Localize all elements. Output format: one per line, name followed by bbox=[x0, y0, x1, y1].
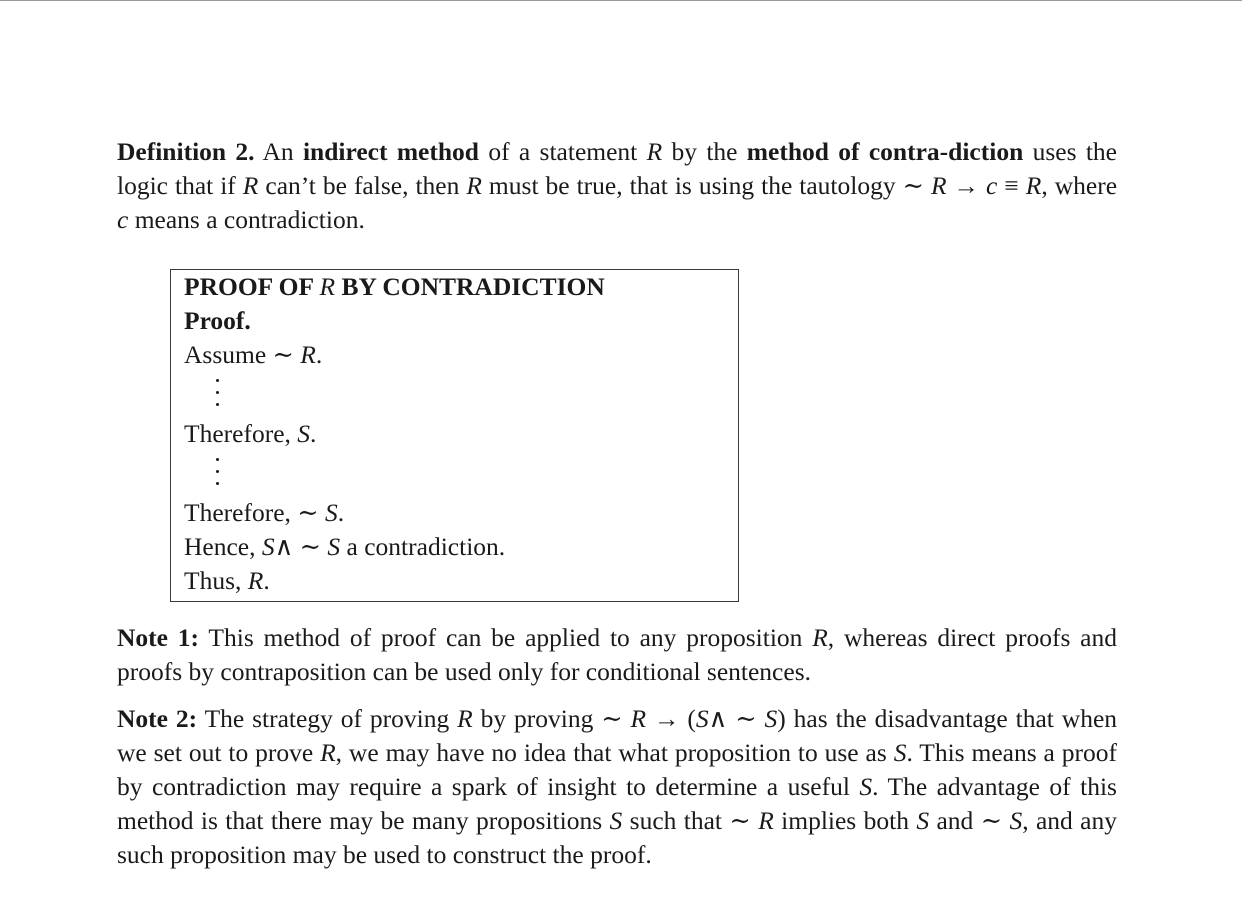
note-2-paragraph: Note 2: The strategy of proving R by proving ∼ R → (S∧ ∼ S) has the disadvantage that when we set out to prove R, we may have no idea that what proposition to use as S. This means a proof by contradiction may require a spark of insight to determine a useful S. The advantage of this method is that there may be many propositions S such that ∼ R implies both S and ∼ S, and any such proposition may be used to construct the proof. bbox=[117, 704, 1118, 869]
proof-step-therefore-not-s: Therefore, ∼ S. bbox=[184, 498, 345, 527]
page-top-border bbox=[0, 0, 1242, 1]
note-1-paragraph: Note 1: This method of proof can be applied to any proposition R, whereas direct proofs and proofs by contraposition can be used only for conditional sentences. bbox=[117, 623, 1118, 686]
term-indirect-method: indirect method bbox=[302, 137, 479, 166]
proof-box-title: PROOF OF R BY CONTRADICTION bbox=[184, 272, 605, 301]
note-2-label: Note 2: bbox=[117, 704, 198, 733]
vertical-ellipsis-icon bbox=[184, 451, 724, 496]
proof-step-assume: Assume ∼ R. bbox=[184, 340, 323, 369]
strategy-formula: ∼ R → (S∧ ∼ S) bbox=[601, 704, 786, 733]
tautology-formula: ∼ R → c ≡ R bbox=[902, 171, 1042, 200]
proof-label: Proof. bbox=[184, 306, 251, 335]
vertical-ellipsis-icon bbox=[184, 372, 724, 417]
definition-label: Definition 2. bbox=[117, 137, 255, 166]
note-1-label: Note 1: bbox=[117, 623, 200, 652]
term-method-of-contradiction: method of contra-diction bbox=[746, 137, 1024, 166]
proof-step-therefore-s: Therefore, S. bbox=[184, 419, 317, 448]
document-page bbox=[117, 135, 1117, 872]
definition-paragraph: Definition 2. An indirect method of a statement R by the method of contra-diction uses the logic that if R can’t be false, then R must be true, that is using the tautology ∼ R → c ≡ R, where c means a contradiction. bbox=[117, 137, 1118, 234]
proof-step-thus: Thus, R. bbox=[184, 566, 270, 595]
proof-box bbox=[170, 269, 739, 602]
proof-step-hence: Hence, S∧ ∼ S a contradiction. bbox=[184, 532, 506, 561]
